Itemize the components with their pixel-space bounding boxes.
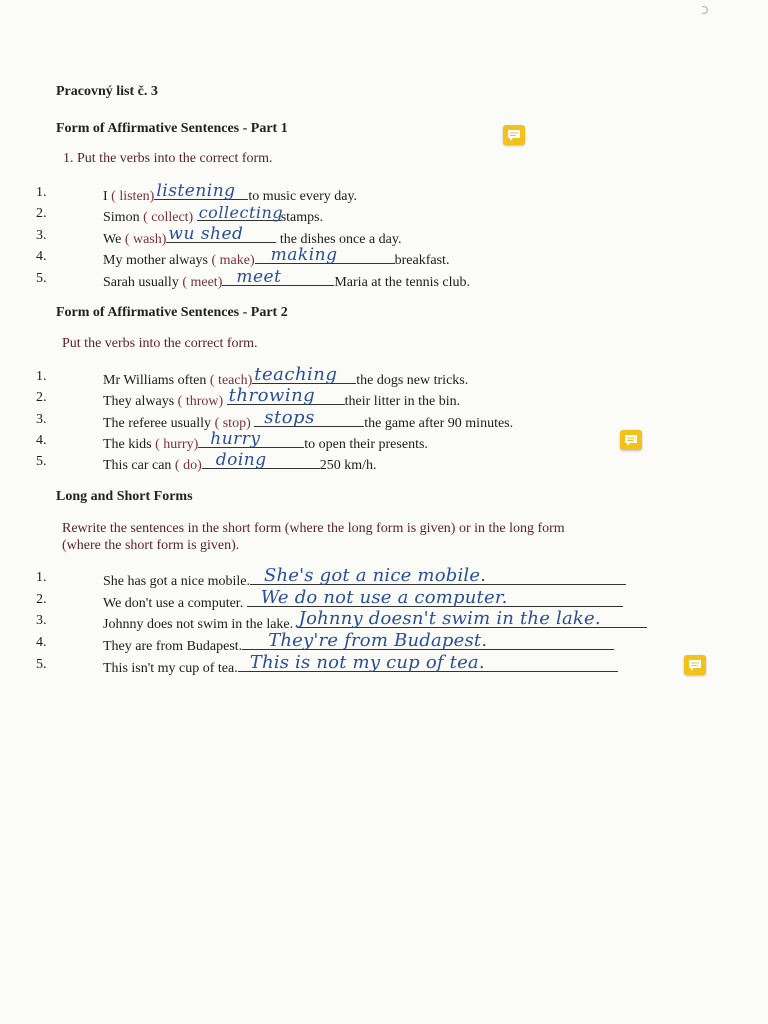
list-item: Mr Williams often ( teach) teaching the dogs new tricks. [103, 364, 469, 388]
handwritten-answer: hurry [210, 429, 261, 449]
handwritten-answer: wu shed [168, 224, 244, 244]
answer-blank[interactable] [154, 181, 248, 201]
list-item: Sarah usually ( meet) meet Maria at the tennis club. [103, 267, 471, 290]
instruction-part3-line1: Rewrite the sentences in the short form (where the long form is given) or in the long form [62, 521, 565, 536]
page-title: Pracovný list č. 3 [56, 84, 158, 99]
handwritten-answer: They're from Budapest. [268, 630, 488, 651]
handwritten-answer: meet [236, 267, 282, 287]
section-heading-part1: Form of Affirmative Sentences - Part 1 [56, 121, 288, 136]
item-number: 5. [36, 454, 47, 469]
item-number: 4. [36, 635, 47, 650]
handwritten-answer: We do not use a computer. [260, 587, 508, 608]
item-number: 2. [36, 206, 47, 221]
item-number: 2. [36, 390, 47, 405]
answer-blank[interactable] [202, 450, 320, 470]
item-number: 1. [36, 185, 47, 200]
handwritten-answer: listening [156, 181, 236, 201]
instruction-part1: 1. Put the verbs into the correct form. [63, 151, 273, 166]
item-number: 5. [36, 657, 47, 672]
list-item: This car can ( do) doing 250 km/h. [103, 450, 377, 473]
answer-blank[interactable] [222, 267, 334, 287]
answer-blank[interactable] [198, 429, 304, 449]
item-number: 3. [36, 412, 47, 427]
comment-icon[interactable] [684, 655, 706, 675]
list-item: Simon ( collect) collecting stamps. [103, 203, 324, 225]
scan-corner-mark: ↄ [701, 2, 709, 18]
answer-blank[interactable] [252, 364, 356, 385]
list-item: Johnny does not swim in the lake. Johnny doesn't swim in the lake. [103, 613, 647, 633]
item-number: 5. [36, 271, 47, 286]
item-number: 1. [36, 369, 47, 384]
section-heading-part3: Long and Short Forms [56, 489, 193, 504]
handwritten-answer: making [270, 245, 338, 265]
instruction-part3-line2: (where the short form is given). [62, 538, 240, 553]
handwritten-answer: teaching [254, 364, 338, 385]
handwritten-answer: Johnny doesn't swim in the lake. [298, 608, 601, 629]
list-item: I ( listen) listening to music every day. [103, 181, 358, 204]
item-number: 1. [36, 570, 47, 585]
list-item: We don't use a computer. We do not use a computer. [103, 592, 623, 612]
handwritten-answer: throwing [228, 385, 316, 406]
list-item: We ( wash) wu shed the dishes once a day. [103, 224, 402, 247]
answer-blank[interactable] [255, 245, 395, 265]
item-number: 2. [36, 592, 47, 607]
handwritten-answer: collecting [198, 203, 284, 222]
handwritten-answer: doing [215, 450, 267, 470]
comment-icon[interactable] [503, 125, 525, 145]
item-number: 4. [36, 249, 47, 264]
comment-icon[interactable] [620, 430, 642, 450]
list-item: They are from Budapest. They're from Budapest. [103, 635, 614, 655]
handwritten-answer: She's got a nice mobile. [263, 565, 487, 586]
list-item: The kids ( hurry) hurry to open their presents. [103, 429, 428, 452]
list-item: The referee usually ( stop) stops the game after 90 minutes. [103, 407, 514, 431]
answer-blank[interactable] [227, 385, 345, 406]
handwritten-answer: This is not my cup of tea. [249, 652, 485, 673]
answer-blank[interactable] [254, 407, 364, 428]
list-item: My mother always ( make) making breakfast. [103, 245, 450, 268]
answer-blank[interactable] [197, 203, 284, 222]
list-item: This isn't my cup of tea. This is not my cup of tea. [103, 657, 618, 677]
section-heading-part2: Form of Affirmative Sentences - Part 2 [56, 305, 288, 320]
instruction-part2: Put the verbs into the correct form. [62, 336, 258, 351]
item-number: 3. [36, 613, 47, 628]
item-number: 4. [36, 433, 47, 448]
item-number: 3. [36, 228, 47, 243]
handwritten-answer: stops [264, 407, 315, 428]
answer-blank[interactable] [166, 224, 276, 244]
list-item: They always ( throw) throwing their litter in the bin. [103, 385, 461, 409]
list-item: She has got a nice mobile. She's got a nice mobile. [103, 570, 626, 590]
